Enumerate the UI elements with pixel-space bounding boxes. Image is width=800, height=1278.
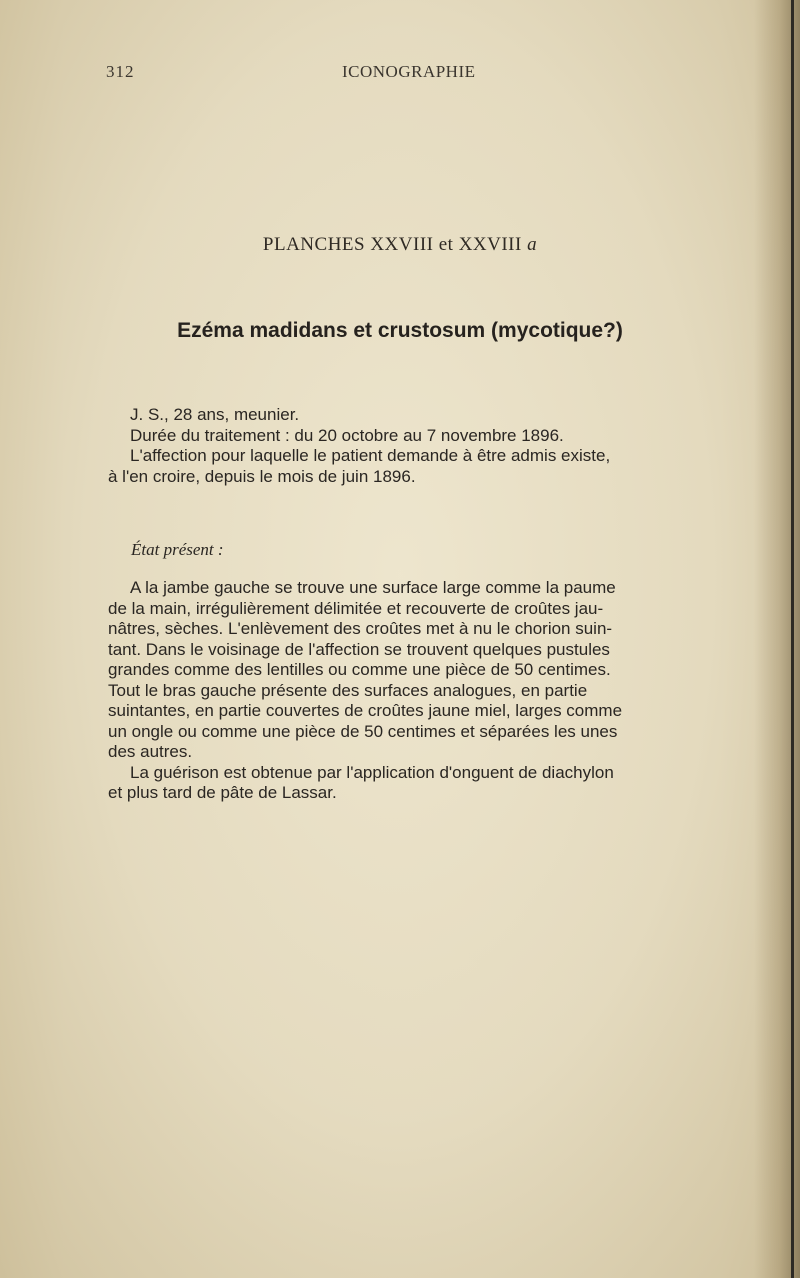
running-head bbox=[106, 62, 706, 86]
intro-line: L'affection pour laquelle le patient demande à être admis existe, bbox=[130, 446, 611, 465]
description-line: La guérison est obtenue par l'application d'onguent de diachylon bbox=[130, 762, 614, 782]
plate-heading-suffix: a bbox=[527, 234, 538, 255]
page-edge-line bbox=[791, 0, 794, 1278]
page-number: 312 bbox=[106, 62, 135, 81]
description-line: Tout le bras gauche présente des surfaces analogues, en partie bbox=[108, 680, 588, 700]
patient-intro bbox=[108, 405, 768, 487]
clinical-description bbox=[108, 578, 768, 804]
plate-heading bbox=[0, 234, 800, 256]
description-line: de la main, irrégulièrement délimitée et recouverte de croûtes jau- bbox=[108, 598, 604, 618]
description-line: grandes comme des lentilles ou comme une pièce de 50 centimes. bbox=[108, 660, 611, 679]
description-line: A la jambe gauche se trouve une surface large comme la paume bbox=[130, 578, 616, 597]
description-line: des autres. bbox=[108, 742, 193, 761]
plate-heading-text: PLANCHES XXVIII et XXVIII bbox=[262, 234, 522, 255]
intro-line: Durée du traitement : du 20 octobre au 7 novembre 1896. bbox=[130, 425, 564, 445]
intro-line: à l'en croire, depuis le mois de juin 1896. bbox=[108, 466, 416, 486]
case-title: Ezéma madidans et crustosum (mycotique?) bbox=[177, 319, 623, 342]
description-line: et plus tard de pâte de Lassar. bbox=[108, 783, 337, 802]
description-line: un ongle ou comme une pièce de 50 centimes et séparées les unes bbox=[108, 721, 618, 741]
state-label: État présent : bbox=[131, 540, 224, 559]
running-title: ICONOGRAPHIE bbox=[342, 62, 476, 81]
description-line: nâtres, sèches. L'enlèvement des croûtes met à nu le chorion suin- bbox=[108, 619, 613, 638]
intro-line: J. S., 28 ans, meunier. bbox=[130, 405, 300, 424]
description-line: tant. Dans le voisinage de l'affection se trouvent quelques pustules bbox=[108, 639, 610, 659]
description-line: suintantes, en partie couvertes de croûtes jaune miel, larges comme bbox=[108, 701, 623, 720]
